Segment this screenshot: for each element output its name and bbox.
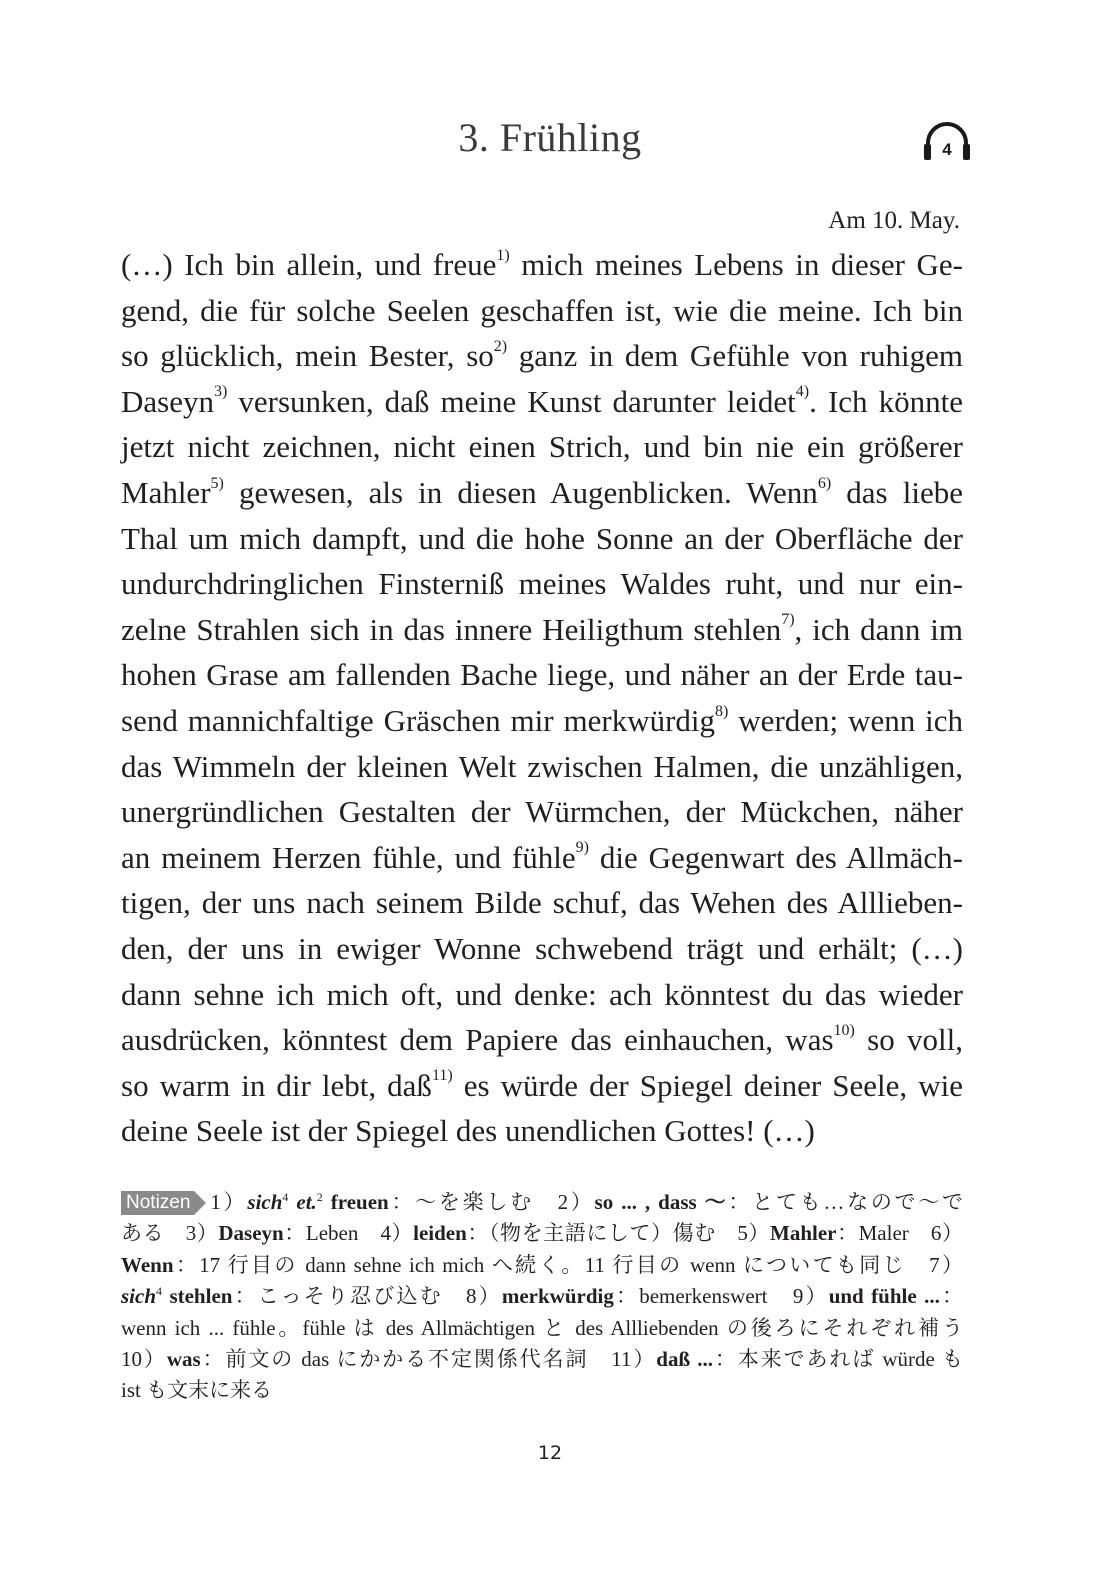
note-text: 10） (121, 1346, 167, 1371)
note-text: ist も文末に来る (121, 1378, 273, 1403)
body-text-segment: , ich dann im (794, 611, 964, 647)
page-number: 12 (537, 1442, 563, 1464)
note-term: sich (247, 1190, 283, 1214)
body-text-segment: werden; wenn ich (728, 702, 963, 738)
note-text: ：bemerkenswert 9） (613, 1284, 829, 1309)
body-text-segment: das Wimmeln der kleinen Welt zwischen Halmen, die unzähligen, (121, 748, 963, 784)
footnote-mark: 2) (493, 337, 508, 355)
body-line (121, 926, 963, 972)
note-term: Daseyn (218, 1221, 284, 1246)
body-text-segment: gend, die für solche Seelen geschaffen ist, wie die meine. Ich bin (121, 292, 963, 328)
notes-section (121, 1187, 963, 1407)
body-text-segment: jetzt nicht zeichnen, nicht einen Strich, und bin nie ein größerer (121, 429, 963, 465)
note-text: ：17 行目の dann sehne ich mich へ続く。11 行目の wenn についても同じ 7） (173, 1252, 963, 1277)
body-text-segment: die Gegenwart des Allmäch- (588, 839, 963, 875)
note-term: stehlen (162, 1284, 233, 1309)
note-term: daß ... (656, 1346, 714, 1371)
body-text-segment: (…) Ich bin allein, und freue (121, 247, 497, 282)
body-text-segment: so voll, (854, 1022, 963, 1058)
note-text: 1） (210, 1190, 248, 1214)
footnote-mark: 1) (496, 246, 510, 264)
body-line (121, 379, 963, 425)
note-text: ：Maler 6） (836, 1221, 963, 1246)
body-text-segment: zelne Strahlen sich in das innere Heiligthum stehlen (121, 611, 782, 647)
case-mark: 2 (316, 1190, 323, 1204)
note-text: wenn ich ... fühle。fühle は des Allmächtigen と des Allliebenden の後ろにそれぞれ補う (121, 1315, 963, 1340)
body-line (121, 561, 963, 607)
footnote-mark: 7) (781, 611, 795, 629)
footnote-mark: 10) (833, 1021, 855, 1039)
footnote-mark: 3) (213, 383, 228, 401)
body-text-segment: Thal um mich dampft, und die hohe Sonne an der Oberfläche der (121, 520, 963, 556)
body-text-segment: gewesen, als in diesen Augenblicken. Wenn (223, 474, 818, 510)
body-line (121, 424, 963, 470)
note-text: ：（物を主語にして）傷む 5） (466, 1221, 770, 1246)
note-line (121, 1187, 963, 1218)
note-term: leiden (413, 1221, 467, 1246)
letter-date: Am 10. May. (828, 207, 960, 234)
body-line (121, 744, 963, 790)
body-text-segment: so glücklich, mein Bester, so (121, 338, 494, 374)
audio-track-badge[interactable] (922, 120, 972, 162)
note-line (121, 1281, 963, 1312)
body-text-segment: ganz in dem Gefühle von ruhigem (507, 338, 963, 374)
note-text: ：とても…なので～で (728, 1190, 964, 1214)
body-text-segment: den, der uns in ewiger Wonne schwebend trägt und erhält; (…) (121, 930, 963, 966)
note-text: ：～を楽しむ 2） (388, 1190, 595, 1214)
note-term: und fühle ... (828, 1284, 940, 1309)
body-text-segment: dann sehne ich mich oft, und denke: ach könntest du das wieder (121, 976, 963, 1012)
body-text-segment: send mannichfaltige Gräschen mir merkwürdig (121, 702, 716, 738)
body-text-segment: . Ich könnte (809, 383, 963, 419)
note-term: et. (296, 1190, 317, 1214)
body-line (121, 470, 963, 516)
body-line (121, 1063, 963, 1109)
body-text-segment: mich meines Lebens in dieser Ge- (509, 247, 963, 282)
note-text: ：Leben 4） (283, 1221, 414, 1246)
note-term: freuen (322, 1190, 389, 1214)
body-text-segment: so warm in dir lebt, daß (121, 1067, 432, 1103)
body-line (121, 516, 963, 562)
note-line (121, 1218, 963, 1249)
body-text-segment: tigen, der uns nach seinem Bilde schuf, das Wehen des Alllieben- (121, 885, 963, 921)
note-term: was (166, 1346, 201, 1371)
body-line (121, 789, 963, 835)
chapter-title: 3. Frühling (458, 115, 642, 160)
body-text-segment: ausdrücken, könntest dem Papiere das einhauchen, was (121, 1022, 834, 1058)
footnote-mark: 11) (431, 1067, 453, 1085)
note-term: Wenn (121, 1252, 174, 1277)
body-line (121, 333, 963, 379)
note-line (121, 1344, 963, 1375)
letter-body (121, 242, 963, 1154)
body-line (121, 607, 963, 653)
body-line (121, 288, 963, 334)
footnote-mark: 9) (575, 839, 589, 857)
audio-track-number: 4 (942, 140, 952, 159)
footnote-mark: 5) (210, 474, 224, 492)
body-text-segment: versunken, daß meine Kunst darunter leidet (227, 383, 796, 419)
note-text: ある 3） (121, 1221, 219, 1246)
body-text-segment: Daseyn (121, 383, 214, 419)
note-text: ：こっそり忍び込む 8） (232, 1284, 502, 1309)
body-text-segment: deine Seele ist der Spiegel des unendlichen Gottes! (…) (121, 1113, 815, 1149)
body-text-segment: undurchdringlichen Finsterniß meines Waldes ruht, und nur ein- (121, 566, 963, 602)
note-line (121, 1250, 963, 1281)
body-line (121, 1017, 963, 1063)
body-text-segment: Mahler (121, 474, 211, 510)
body-line (121, 880, 963, 926)
note-term: sich (121, 1284, 157, 1309)
note-text: ： (939, 1284, 964, 1309)
body-text-segment: unergründlichen Gestalten der Würmchen, der Mückchen, näher (121, 794, 963, 830)
footnote-mark: 8) (715, 702, 729, 720)
note-term: Mahler (770, 1221, 837, 1246)
case-mark: 4 (282, 1190, 289, 1204)
body-line (121, 1108, 963, 1154)
notes-label: Notizen (121, 1191, 194, 1215)
body-line (121, 242, 963, 288)
body-line (121, 972, 963, 1018)
body-text-segment: hohen Grase am fallenden Bache liege, und näher an der Erde tau- (121, 657, 963, 693)
note-line (121, 1313, 963, 1344)
body-text-segment: es würde der Spiegel deiner Seele, wie (452, 1067, 963, 1103)
note-term: so ... , dass ～ (594, 1190, 729, 1214)
body-text-segment: an meinem Herzen fühle, und fühle (121, 839, 576, 875)
body-line (121, 698, 963, 744)
case-mark: 4 (156, 1284, 163, 1299)
note-term: merkwürdig (501, 1284, 614, 1309)
note-line (121, 1375, 963, 1406)
body-line (121, 835, 963, 881)
body-line (121, 652, 963, 698)
footnote-mark: 4) (795, 383, 810, 401)
footnote-mark: 6) (817, 474, 832, 492)
note-text: ：前文の das にかかる不定関係代名詞 11） (200, 1346, 657, 1371)
note-text: ：本来であれば würde も (713, 1346, 964, 1371)
body-text-segment: das liebe (831, 474, 963, 510)
